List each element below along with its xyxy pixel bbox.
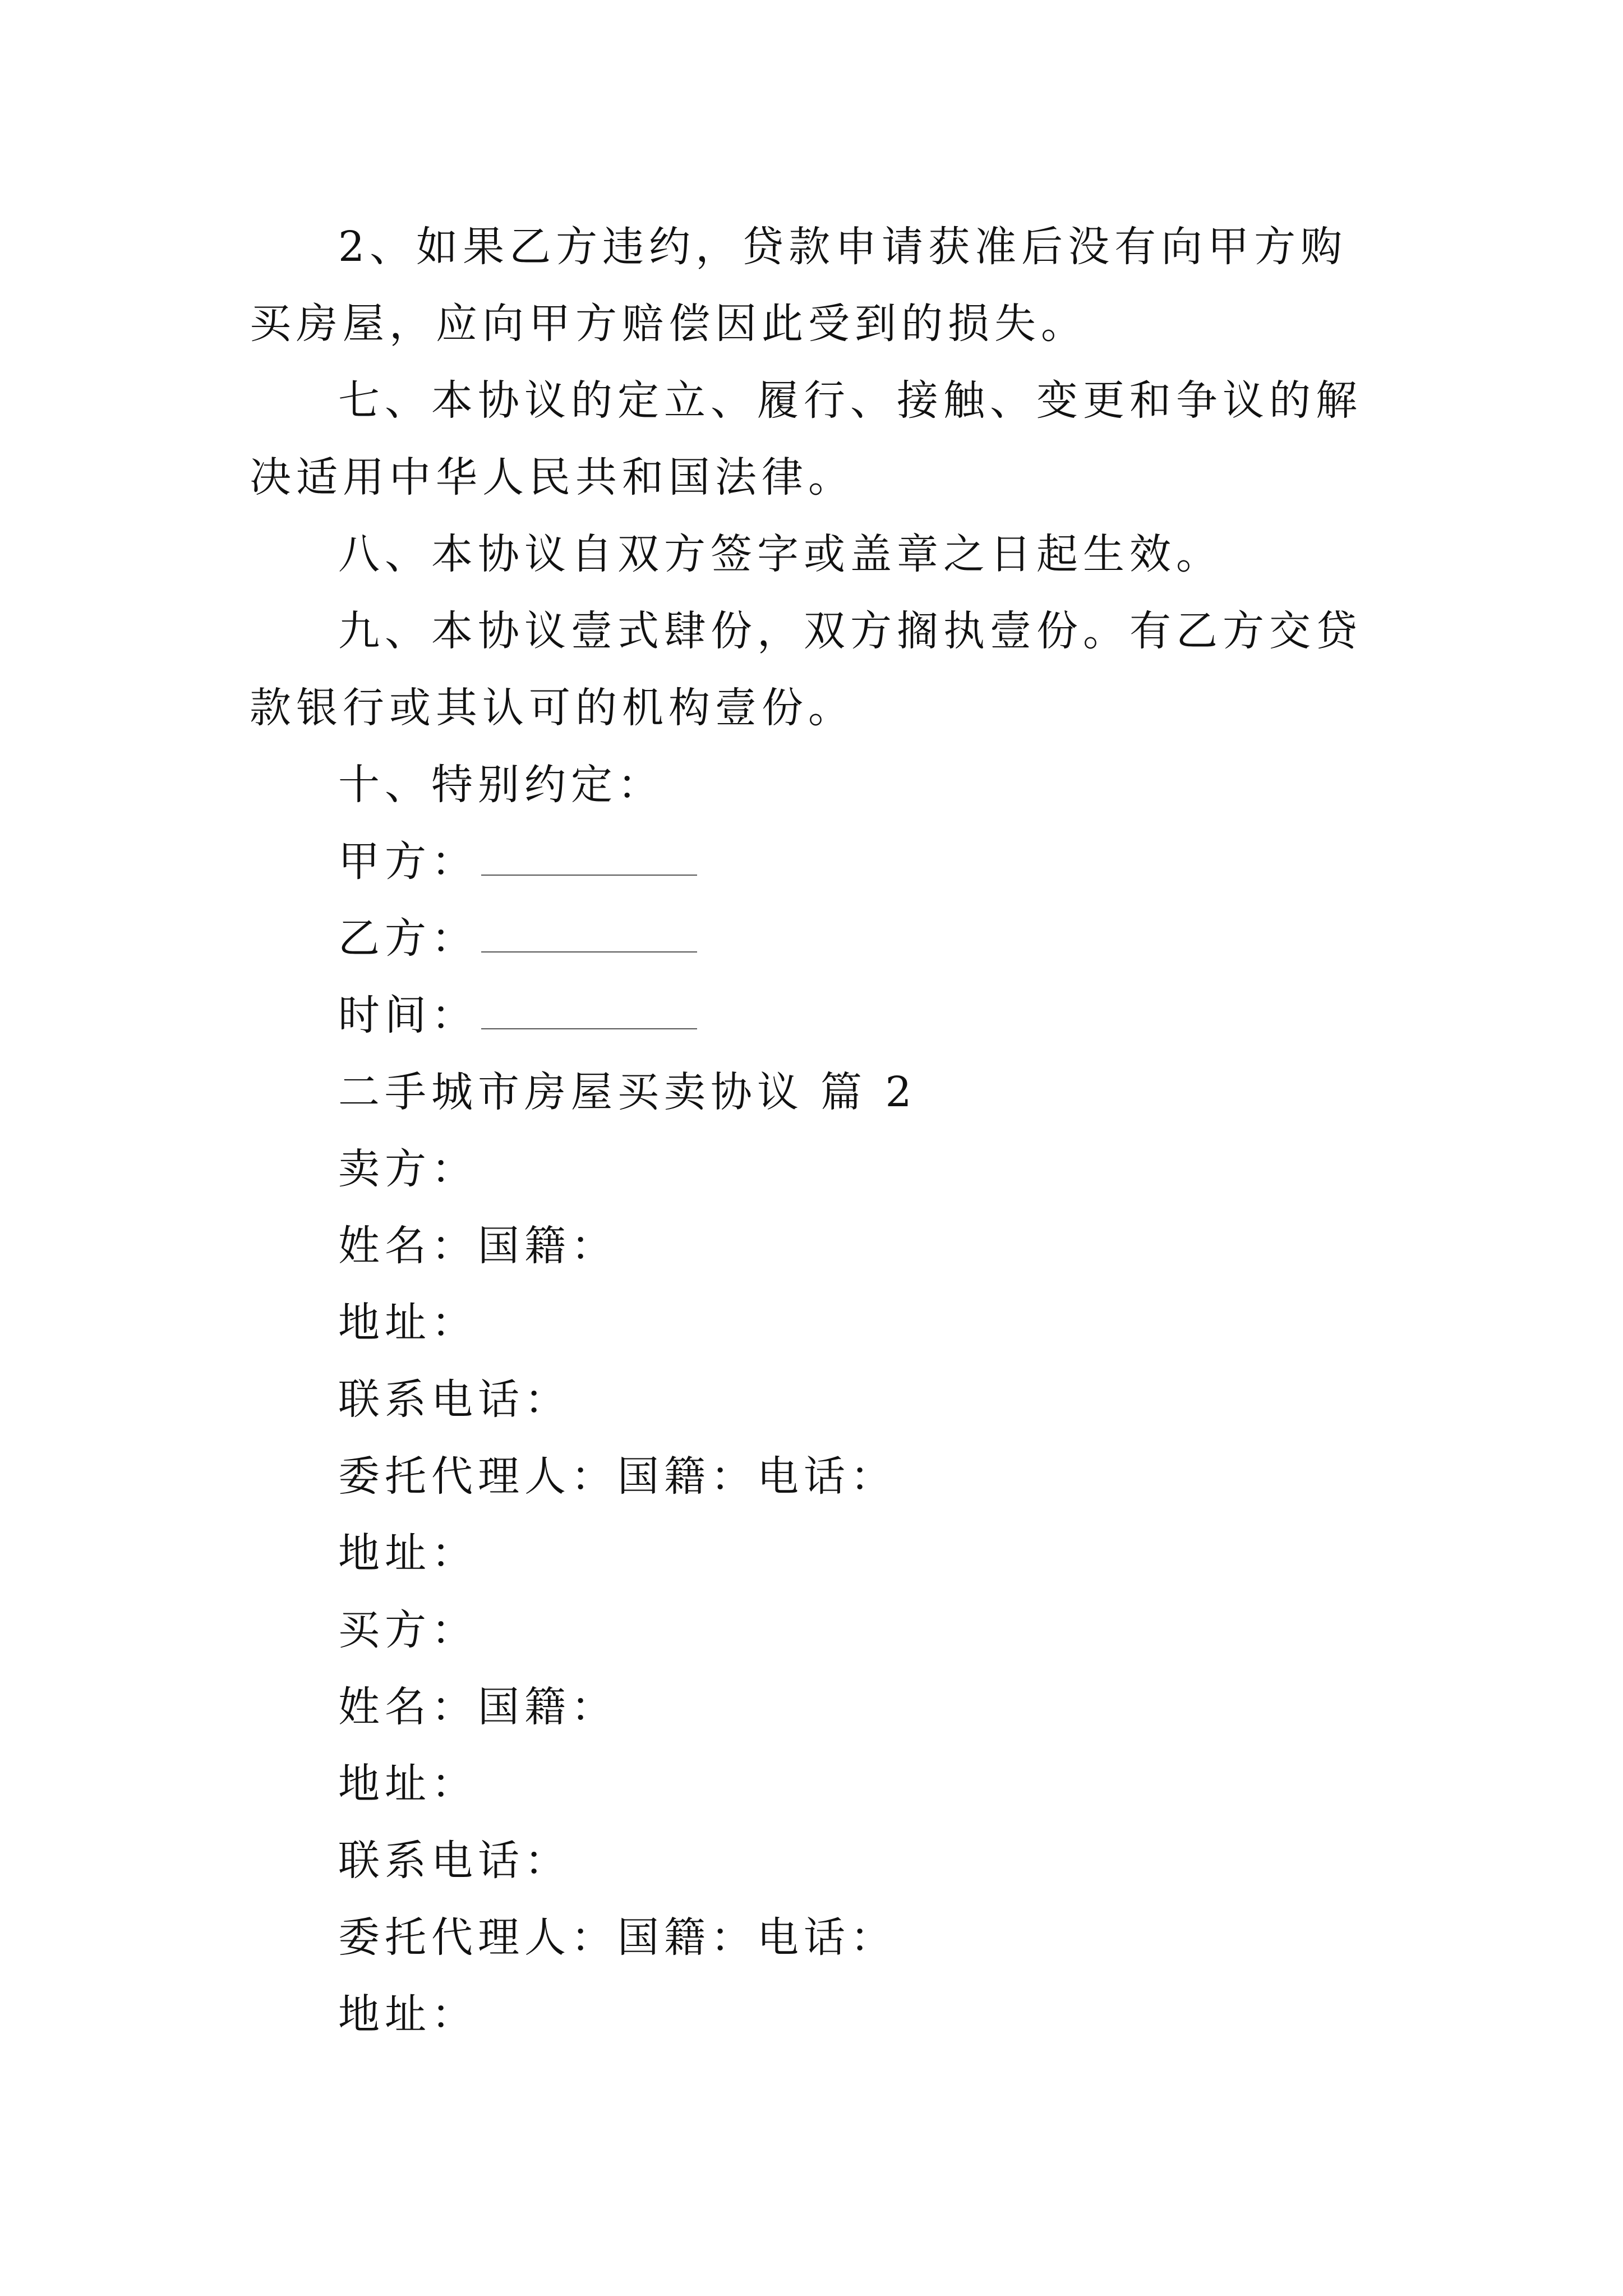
- signature-party-a: [250, 823, 1388, 900]
- buyer-agent: 委托代理人：国籍：电话：: [338, 1913, 897, 1962]
- signature-party-b: [250, 900, 1388, 977]
- section-2-number: 篇 2: [820, 1068, 917, 1116]
- signature-date-blank: [481, 995, 697, 1029]
- signature-party-a-label: 甲方：: [338, 838, 478, 886]
- seller-agent: 委托代理人：国籍：电话：: [338, 1452, 897, 1501]
- clause-8-effectiveness: 八、本协议自双方签字或盖章之日起生效。: [338, 530, 1223, 578]
- seller-name-nationality: 姓名：国籍：: [338, 1222, 617, 1270]
- document-body: [250, 209, 1388, 2053]
- clause-9-copies: 九、本协议壹式肆份，双方搁执壹份。有乙方交贷款银行或其认可的机构壹份。: [250, 607, 1362, 732]
- seller-phone: 联系电话：: [338, 1375, 571, 1424]
- signature-date-label: 时间：: [338, 991, 478, 1039]
- seller-agent-address: 地址：: [338, 1529, 478, 1577]
- clause-7-governing-law: 七、本协议的定立、履行、接触、变更和争议的解决适用中华人民共和国法律。: [250, 376, 1362, 501]
- buyer-label: 买方：: [338, 1606, 478, 1654]
- buyer-address: 地址：: [338, 1760, 478, 1808]
- clause-10-special-terms: 十、特别约定：: [338, 761, 664, 809]
- buyer-phone: 联系电话：: [338, 1837, 571, 1885]
- buyer-name-nationality: 姓名：国籍：: [338, 1683, 617, 1731]
- signature-date: [250, 977, 1388, 1054]
- signature-party-b-label: 乙方：: [338, 914, 478, 963]
- section-2-heading: [250, 1054, 1388, 1131]
- section-2-title: 二手城市房屋买卖协议: [338, 1068, 804, 1116]
- signature-party-b-blank: [481, 918, 697, 953]
- seller-label: 卖方：: [338, 1145, 478, 1193]
- signature-party-a-blank: [481, 841, 697, 876]
- clause-2-breach: 2、如果乙方违约，贷款申请获准后没有向甲方购买房屋，应向甲方赔偿因此受到的损失。: [250, 223, 1348, 348]
- seller-address: 地址：: [338, 1299, 478, 1347]
- buyer-agent-address: 地址：: [338, 1990, 478, 2039]
